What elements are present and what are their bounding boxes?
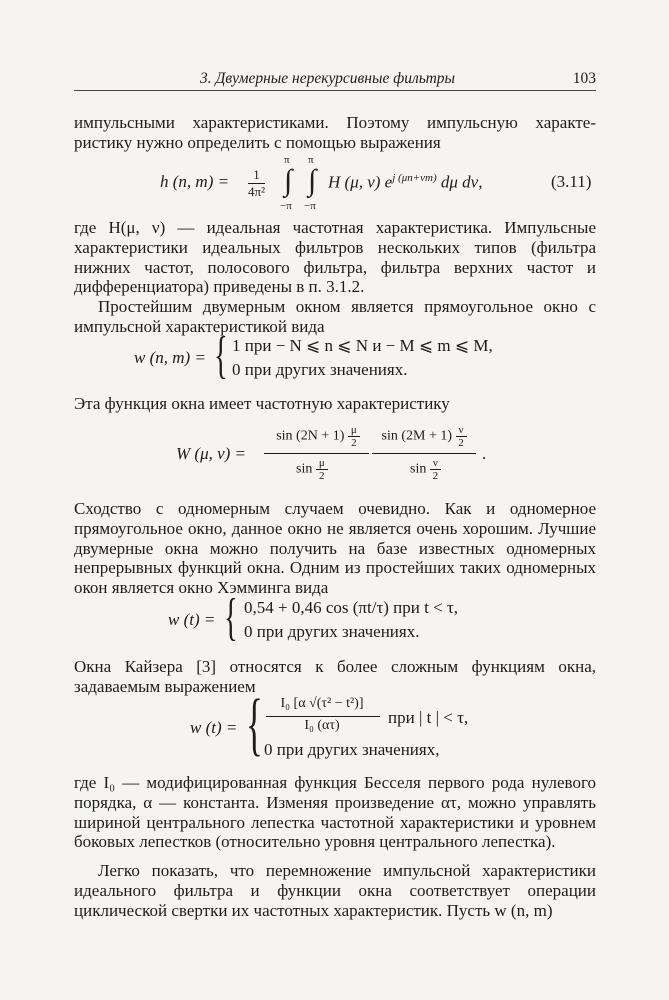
W-num-2: sin (2M + 1) $\frac{\nu}{2}$ <box>374 424 474 449</box>
equation-rect-window <box>134 327 554 384</box>
equation-kaiser <box>190 686 520 764</box>
eq311-frac-den: 4π² <box>248 184 265 199</box>
W-den-1: sin $\frac{\mu}{2}$ <box>296 457 328 482</box>
W-fraction-bar-2 <box>372 453 476 454</box>
integral-sign-2: ∫ <box>308 164 317 197</box>
eq311-lhs: h (n, m) = <box>160 172 230 191</box>
running-title: 3. Двумерные нерекурсивные фильтры <box>200 70 456 87</box>
paragraph-3: Простейшим двумерным окном является прямоугольное окно с импульсной характеристикой вида <box>74 297 596 336</box>
paragraph-5: Сходство с одномерным случаем очевидно. Как и одномерное прямоугольное окно, данное окно не является очень хорошим. Лучшие двумерные окна можно получить на базе известных одномерных непрерывных функций окна. Одним из простейших таких одномерных окон является окно Хэмминга вида <box>74 499 596 598</box>
hamming-brace: { <box>224 589 238 646</box>
hamming-case-2: 0 при других значениях. <box>244 622 420 641</box>
kaiser-brace: { <box>246 686 263 763</box>
rect-case-1: 1 при − N ⩽ n ⩽ N и − M ⩽ m ⩽ M, <box>232 336 493 355</box>
rect-brace: { <box>214 327 228 384</box>
W-end: . <box>482 444 487 463</box>
equation-frequency-response <box>176 424 496 486</box>
W-den-2: sin $\frac{\nu}{2}$ <box>410 457 441 482</box>
paragraph-1: импульсными характеристиками. Поэтому импульсную характе-ристику нужно определить с помощью выражения <box>74 113 596 152</box>
int2-upper: π <box>308 154 314 166</box>
hamming-case-1: 0,54 + 0,46 cos (πt/τ) при t < τ, <box>244 598 459 617</box>
equation-hamming <box>168 589 528 646</box>
rect-case-2: 0 при других значениях. <box>232 360 408 379</box>
W-lhs: W (μ, ν) = <box>176 444 247 463</box>
integral-sign-1: ∫ <box>284 164 293 197</box>
int1-lower: −π <box>280 200 292 212</box>
kaiser-lhs: w (t) = <box>190 718 238 737</box>
paragraph-4: Эта функция окна имеет частотную характеристику <box>74 394 450 413</box>
int1-upper: π <box>284 154 290 166</box>
paragraph-8: Легко показать, что перемножение импульсной характеристики идеального фильтра и функции окна соответствует операции циклической свертки их частотных характеристик. Пусть w (n, m) <box>74 861 596 920</box>
kaiser-case-2: 0 при других значениях, <box>264 740 440 759</box>
rect-lhs: w (n, m) = <box>134 348 206 367</box>
W-num-1: sin (2N + 1) $\frac{\mu}{2}$ <box>268 424 368 449</box>
equation-number-3-11: (3.11) <box>551 172 592 191</box>
paragraph-7: где I₀ — модифицированная функция Бесселя первого рода нулевого порядка, α — константа. Изменяя произведение ατ, можно управлять шириной центрального лепестка частотной характеристики и уровнем боковых лепестков (относительно уровня центрального лепестка). <box>74 773 596 852</box>
kaiser-numerator: I₀ [α √(τ² − t²)] <box>280 696 364 711</box>
kaiser-fraction-bar <box>266 716 380 717</box>
paragraph-6: Окна Кайзера [3] относятся к более сложным функциям окна, задаваемым выражением <box>74 657 596 696</box>
kaiser-denominator: I₀ (ατ) <box>304 718 340 733</box>
eq311-fraction <box>248 167 265 200</box>
eq311-frac-num: 1 <box>248 167 265 184</box>
paragraph-2: где H(μ, ν) — идеальная частотная характеристика. Импульсные характеристики идеальных фильтров нескольких типов (фильтра нижних частот, полосового фильтра, фильтра верхних частот и дифференциатора) приведены в п. 3.1.2. <box>74 218 596 297</box>
running-header <box>74 68 596 91</box>
page-number: 103 <box>572 70 596 87</box>
W-fraction-bar-1 <box>264 453 369 454</box>
eq311-integrand: H (μ, ν) $e^{j (\mu n+\nu m)}$ dμ dν, <box>328 172 483 192</box>
hamming-lhs: w (t) = <box>168 610 216 629</box>
int2-lower: −π <box>304 200 316 212</box>
kaiser-condition: при | t | < τ, <box>388 708 469 727</box>
